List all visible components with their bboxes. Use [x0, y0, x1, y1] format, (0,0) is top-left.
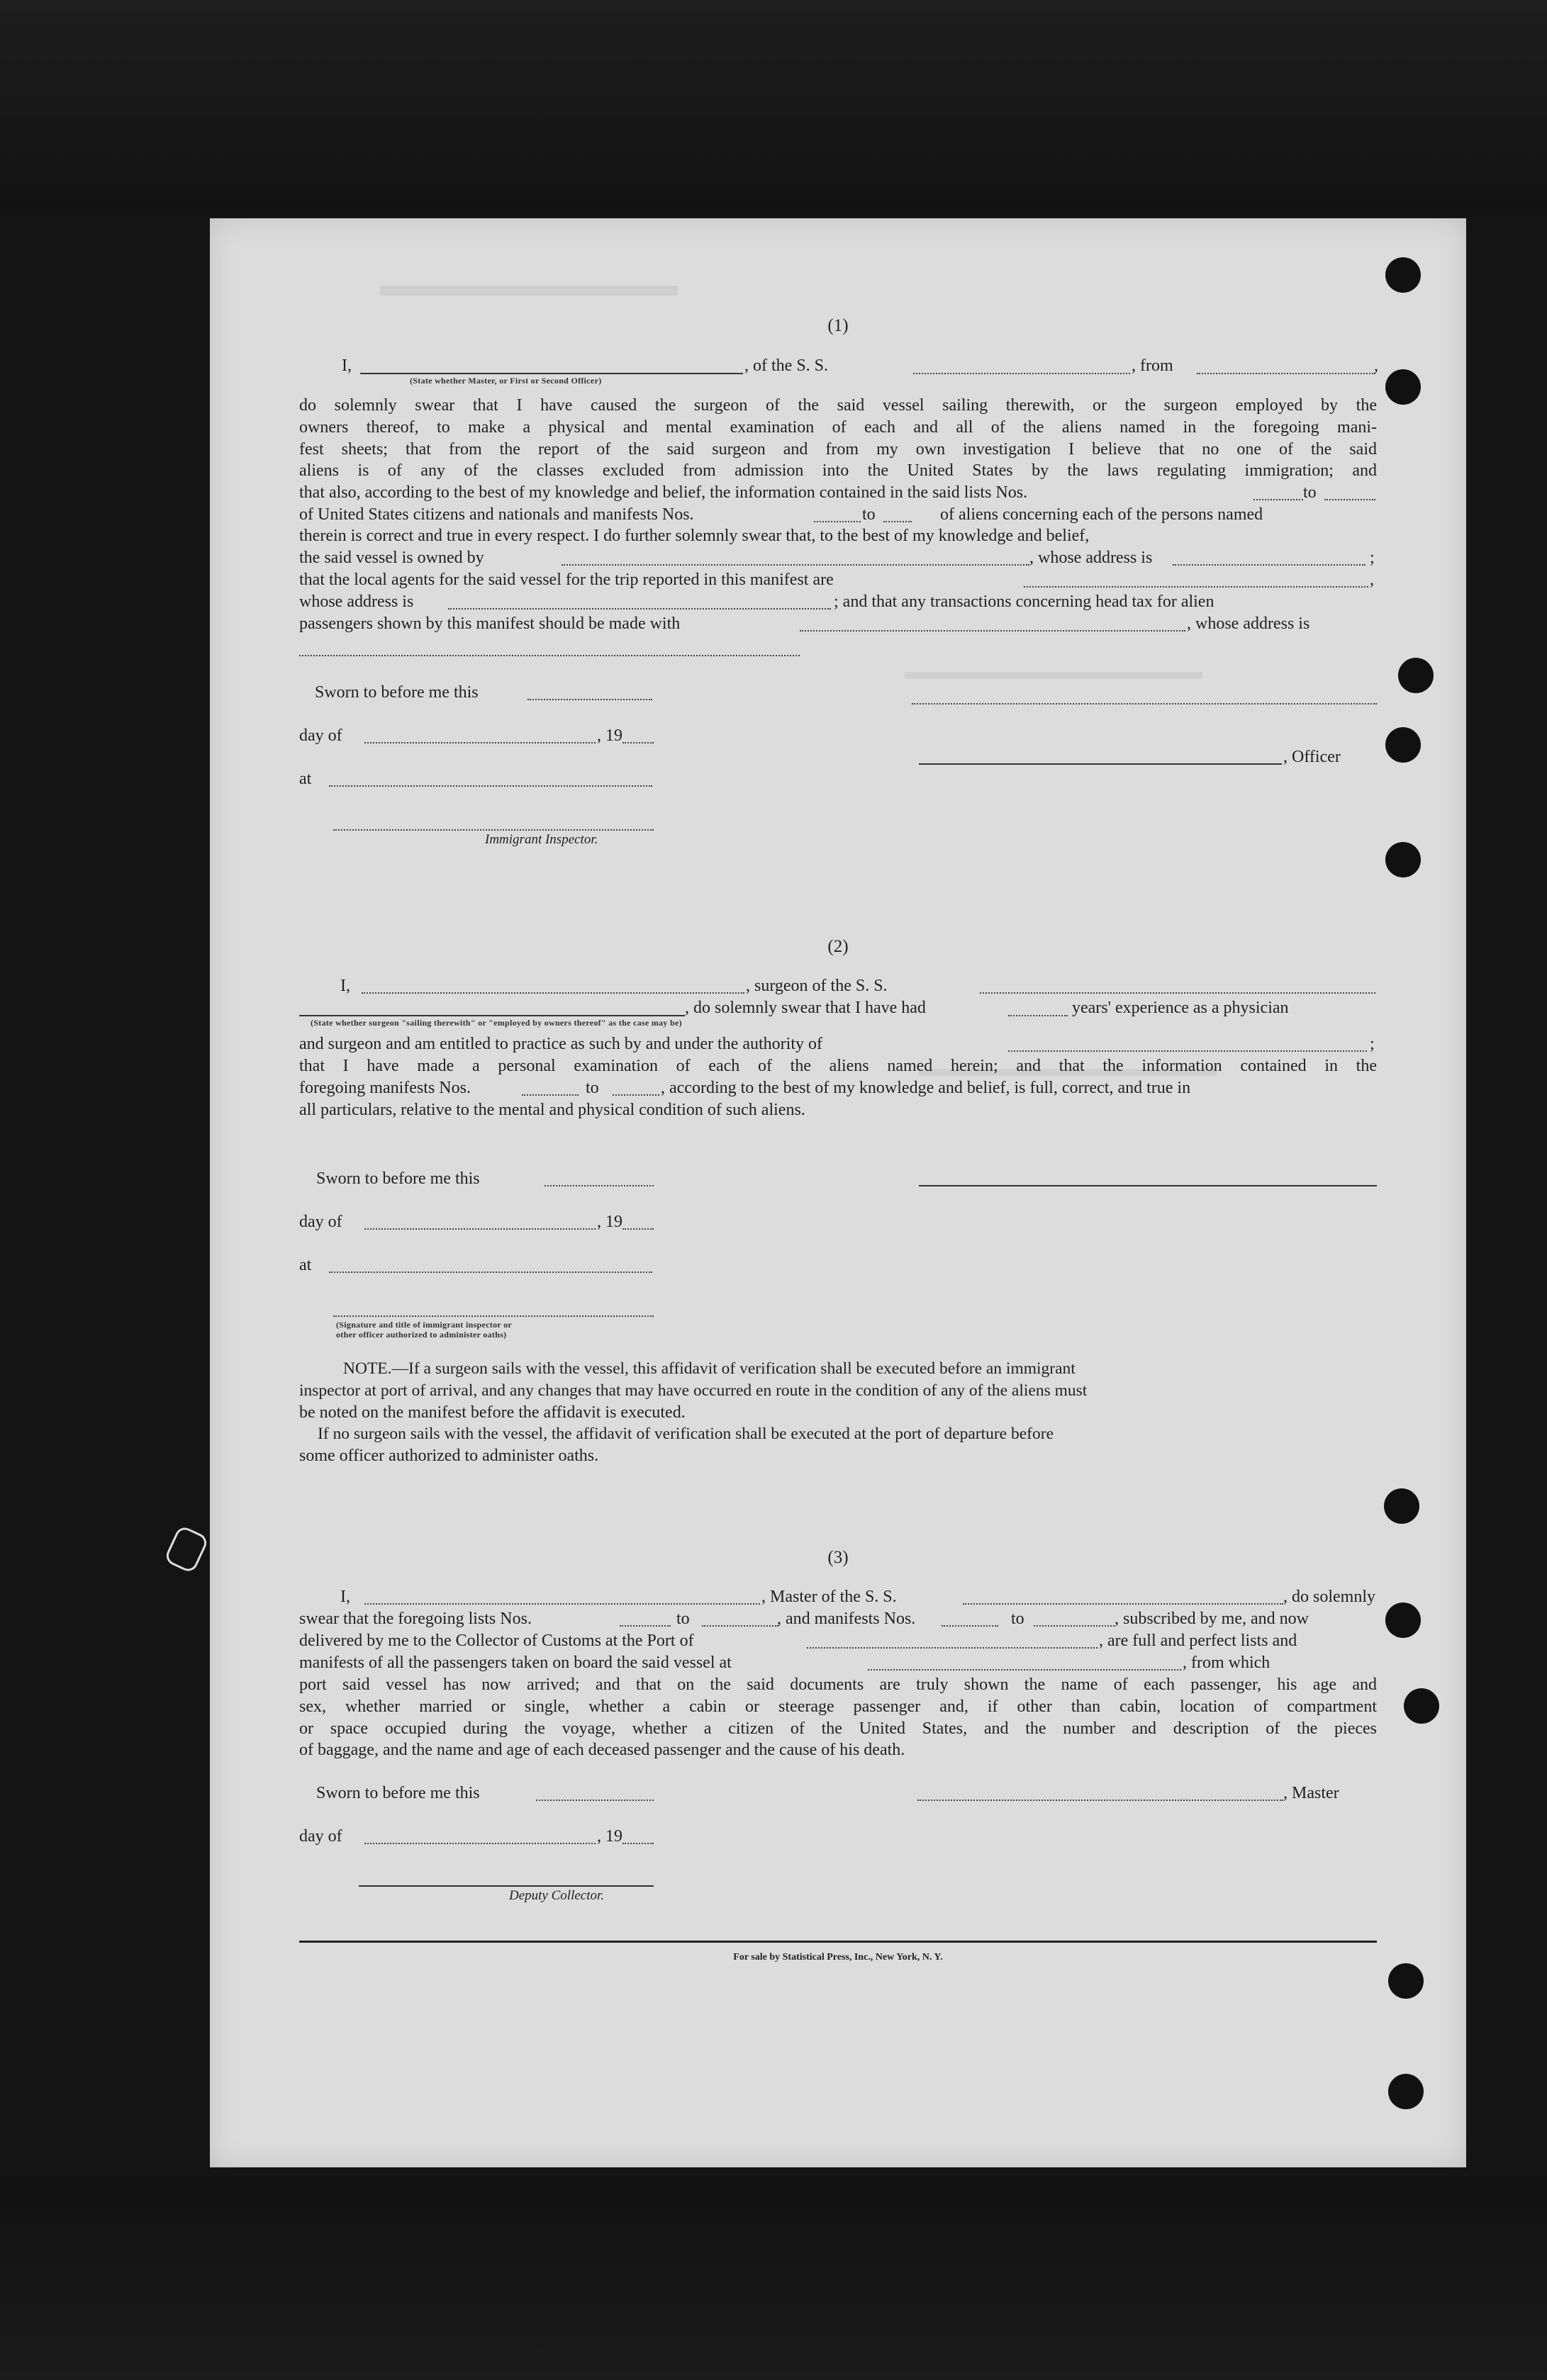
s3-manifests-to-field[interactable] [1034, 1625, 1115, 1627]
footer-rule [299, 1941, 1377, 1943]
s1-from-port-field[interactable] [1197, 373, 1375, 374]
s2-years-field[interactable] [1008, 1015, 1068, 1016]
bleed-through-mark [905, 672, 1202, 679]
s1-agents-field[interactable] [1024, 586, 1368, 588]
s2-note-line-2: inspector at port of arrival, and any changes that may have occurred en route in the condition of any of the aliens must [299, 1381, 1088, 1400]
s3-deputy-caption: Deputy Collector. [509, 1888, 605, 1903]
s3-lists-from-field[interactable] [620, 1625, 671, 1627]
s3-manifests-label: , and manifests Nos. [777, 1610, 916, 1628]
s3-month-field[interactable] [364, 1843, 596, 1844]
section-3-number: (3) [827, 1548, 849, 1567]
s3-master-label: , Master [1283, 1784, 1339, 1802]
s3-oath-paragraph: port said vessel has now arrived; and that on the said documents are truly shown the name of each passenger, his age and sex, whether married or single, whether a cabin or steerage passenger and, if other than cabin, location of compartment or space occupied during the voyage, whether a citizen of the United States, and the number and description of the pieces of baggage, and the name and age of each deceased passenger and the cause of his death. [299, 1675, 1377, 1760]
s1-head-tax-address-label: , whose address is [1187, 614, 1310, 633]
s2-surgeon-of-label: , surgeon of the S. S. [746, 977, 888, 995]
s3-port-field[interactable] [807, 1647, 1098, 1649]
s1-passengers-line: passengers shown by this manifest should be made with [299, 614, 681, 633]
punch-hole [1398, 658, 1434, 693]
s1-vessel-name-field[interactable] [913, 373, 1130, 374]
s2-note-line-4: If no surgeon sails with the vessel, the affidavit of verification shall be executed at the port of departure before [318, 1425, 1054, 1443]
s3-from-which-text: , from which [1183, 1654, 1270, 1672]
s3-embark-port-field[interactable] [868, 1669, 1181, 1671]
s2-year-label: , 19 [597, 1213, 622, 1231]
form-page [210, 218, 1466, 2167]
punch-hole [1385, 727, 1421, 763]
s1-manifests-line: of United States citizens and nationals and manifests Nos. [299, 505, 694, 524]
s3-master-signature-field[interactable] [917, 1800, 1283, 1801]
s1-manifests-from-field[interactable] [814, 521, 861, 522]
s2-particulars-line: all particulars, relative to the mental and physical condition of such aliens. [299, 1101, 805, 1119]
s2-i-label: I, [340, 977, 350, 995]
s3-full-perfect-text: , are full and perfect lists and [1099, 1632, 1297, 1650]
punch-hole [1385, 842, 1421, 877]
s2-year-field[interactable] [622, 1228, 654, 1230]
s2-note-line-3: be noted on the manifest before the affidavit is executed. [299, 1403, 686, 1422]
s1-owned-by-line: the said vessel is owned by [299, 549, 484, 567]
s3-manifests-all-label: manifests of all the passengers taken on board the said vessel at [299, 1654, 732, 1672]
s2-according-text: , according to the best of my knowledge and belief, is full, correct, and true in [661, 1079, 1191, 1097]
s2-sworn-label: Sworn to before me this [316, 1169, 480, 1188]
s1-signature-line[interactable] [912, 703, 1377, 705]
s2-sig-caption-1: (Signature and title of immigrant inspector or [336, 1320, 513, 1330]
s2-surgeon-signature-field[interactable] [919, 1185, 1377, 1186]
s1-agents-address-label: whose address is [299, 593, 414, 611]
s1-lists-line: that also, according to the best of my knowledge and belief, the information contained in the said lists Nos. [299, 483, 1028, 502]
s1-head-tax-text: ; and that any transactions concerning head tax for alien [834, 593, 1214, 611]
s1-officer-label: , Officer [1283, 748, 1341, 766]
s1-month-field[interactable] [364, 742, 596, 743]
s2-authority-field[interactable] [1008, 1050, 1367, 1052]
s2-status-caption: (State whether surgeon "sailing therewith" or "employed by owners thereof" as the case may be) [311, 1018, 682, 1028]
s1-sworn-date-field[interactable] [527, 699, 652, 700]
s3-year-label: , 19 [597, 1827, 622, 1846]
punch-hole [1385, 257, 1421, 293]
scan-background-top [0, 0, 1547, 213]
s2-do-solemnly-label: , do solemnly swear that I have had [685, 999, 926, 1017]
s2-day-of-label: day of [299, 1213, 342, 1231]
s1-line-end: , [1374, 357, 1378, 375]
s3-do-solemnly-label: , do solemnly [1283, 1588, 1375, 1606]
s3-swear-lists-label: swear that the foregoing lists Nos. [299, 1610, 532, 1628]
s1-lists-to-field[interactable] [1324, 499, 1375, 500]
s1-year-field[interactable] [622, 742, 654, 743]
punch-hole [1384, 1488, 1419, 1524]
bleed-through-mark [380, 286, 678, 296]
s1-at-place-field[interactable] [329, 785, 652, 787]
punch-hole [1388, 1963, 1424, 1999]
s1-agents-comma: , [1370, 571, 1374, 589]
s3-master-of-label: , Master of the S. S. [761, 1588, 897, 1606]
punch-hole [1404, 1688, 1439, 1724]
section-1-number: (1) [827, 316, 849, 335]
s3-lists-to: to [676, 1610, 690, 1628]
printer-footer: For sale by Statistical Press, Inc., New York, N. Y. [733, 1952, 943, 1963]
s1-agents-address-field[interactable] [448, 608, 831, 610]
scan-background-bottom [0, 2176, 1547, 2380]
s3-master-name-field[interactable] [364, 1603, 760, 1605]
s2-authority-line: and surgeon and am entitled to practice as such by and under the authority of [299, 1035, 822, 1053]
s2-manifests-label: foregoing manifests Nos. [299, 1079, 471, 1097]
s2-surgeon-status-field[interactable] [299, 1015, 685, 1016]
s1-agents-line: that the local agents for the said vessel for the trip reported in this manifest are [299, 571, 834, 589]
s2-note-line-1: NOTE.—If a surgeon sails with the vessel, this affidavit of verification shall be executed before an immigrant [343, 1359, 1076, 1378]
s2-inspector-signature-field[interactable] [333, 1315, 654, 1317]
s1-inspector-caption: Immigrant Inspector. [485, 832, 598, 847]
s3-day-of-label: day of [299, 1827, 342, 1846]
s3-sworn-label: Sworn to before me this [316, 1784, 480, 1802]
s1-i-label: I, [342, 357, 352, 375]
s1-year-label: , 19 [597, 726, 622, 745]
s2-manifests-from-field[interactable] [522, 1094, 579, 1096]
s1-of-ss-label: , of the S. S. [744, 357, 829, 375]
s1-lists-from-field[interactable] [1253, 499, 1303, 500]
s3-delivered-label: delivered by me to the Collector of Customs at the Port of [299, 1632, 694, 1650]
s2-month-field[interactable] [364, 1228, 596, 1230]
s2-vessel-name-field[interactable] [980, 992, 1375, 994]
s1-officer-rank-field[interactable] [360, 373, 743, 374]
s1-officer-signature-field[interactable] [919, 763, 1282, 765]
section-2-number: (2) [827, 937, 849, 956]
s2-examination-line: that I have made a personal examination of each of the aliens named herein; and that the information contained in the [299, 1057, 1377, 1075]
punch-hole [1385, 1602, 1421, 1638]
s1-oath-paragraph: do solemnly swear that I have caused the surgeon of the said vessel sailing therewith, or the surgeon employed by the owners thereof, to make a physical and mental examination of each and all of the aliens named in the foregoing mani- fest sheets; that from the report of the said surgeon and from my own investigation I believe that no one of the said aliens is of any of the classes excluded from admission into the United States by the laws regulating immigration; and [299, 396, 1377, 481]
s1-head-tax-party-field[interactable] [800, 630, 1185, 632]
s1-owner-semicolon: ; [1370, 549, 1375, 567]
s2-surgeon-name-field[interactable] [362, 992, 744, 994]
s2-manifests-to-field[interactable] [613, 1094, 659, 1096]
s3-year-field[interactable] [622, 1843, 654, 1844]
s1-sworn-label: Sworn to before me this [315, 683, 479, 702]
s3-lists-to-field[interactable] [702, 1625, 778, 1627]
s2-at-place-field[interactable] [329, 1272, 652, 1273]
s1-lists-to: to [1303, 483, 1317, 502]
s1-owner-field[interactable] [562, 564, 1029, 566]
s2-manifests-to: to [586, 1079, 599, 1097]
s1-manifests-to-field[interactable] [883, 521, 912, 522]
s1-aliens-concerning: of aliens concerning each of the persons named [940, 505, 1263, 524]
punch-hole [1388, 2074, 1424, 2109]
s1-inspector-signature-field[interactable] [333, 829, 654, 831]
s2-years-label: years' experience as a physician [1072, 999, 1289, 1017]
s2-authority-semicolon: ; [1370, 1035, 1375, 1053]
s2-sig-caption-2: other officer authorized to administer oaths) [336, 1330, 507, 1340]
s2-at-label: at [299, 1256, 312, 1274]
s1-rank-caption: (State whether Master, or First or Second Officer) [410, 376, 602, 386]
s1-head-tax-address-field[interactable] [299, 655, 800, 656]
s3-manifests-to: to [1011, 1610, 1024, 1628]
s1-manifests-to: to [862, 505, 876, 524]
s3-sworn-date-field[interactable] [536, 1800, 654, 1801]
s1-at-label: at [299, 770, 312, 788]
punch-hole [1385, 369, 1421, 405]
s1-from-label: , from [1132, 357, 1173, 375]
s1-day-of-label: day of [299, 726, 342, 745]
s3-vessel-name-field[interactable] [963, 1603, 1283, 1605]
s2-sworn-date-field[interactable] [544, 1185, 654, 1186]
s3-manifests-from-field[interactable] [942, 1625, 998, 1627]
s3-deputy-signature-field[interactable] [359, 1885, 654, 1887]
s3-subscribed-text: , subscribed by me, and now [1115, 1610, 1309, 1628]
stray-clip-mark [163, 1525, 209, 1574]
s1-owner-address-label: , whose address is [1029, 549, 1153, 567]
s1-therein-line: therein is correct and true in every respect. I do further solemnly swear that, to the best of my knowledge and belief, [299, 527, 1090, 545]
s3-i-label: I, [340, 1588, 350, 1606]
s1-owner-address-field[interactable] [1173, 564, 1366, 566]
s2-note-line-5: some officer authorized to administer oaths. [299, 1447, 599, 1465]
